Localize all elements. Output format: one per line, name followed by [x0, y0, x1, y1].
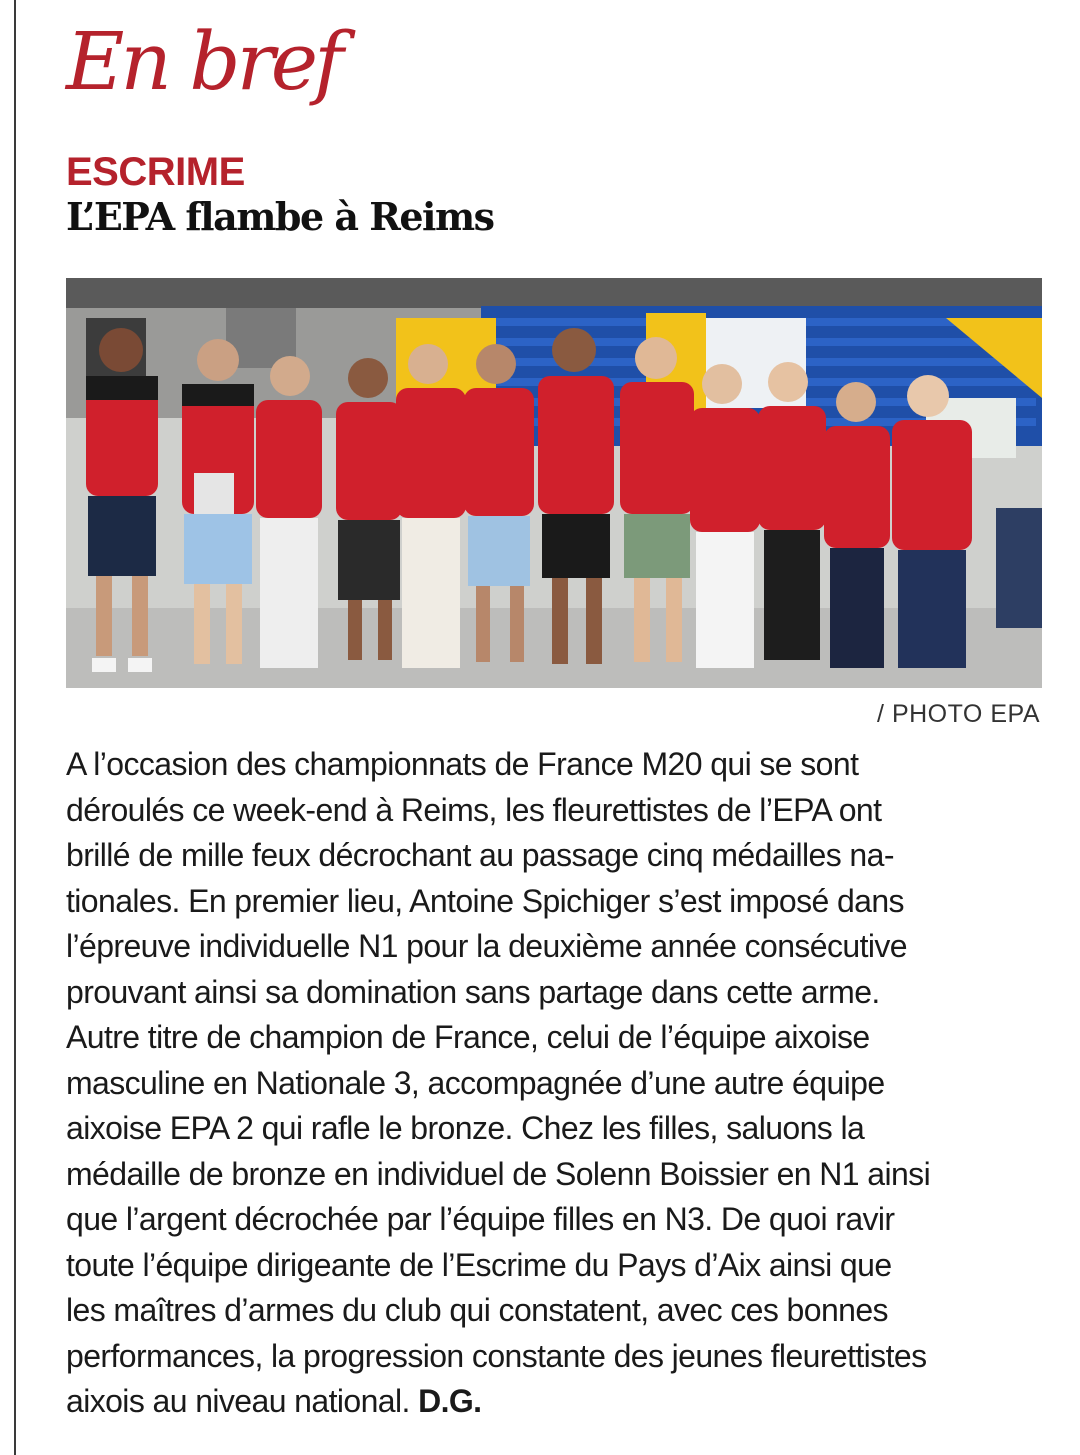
last-line-text: aixois au niveau national. [66, 1383, 410, 1419]
body-line: performances, la progression constante des jeunes fleurettistes [66, 1337, 927, 1374]
author-signature: D.G. [418, 1383, 482, 1419]
body-line: prouvant ainsi sa domination sans partage dans cette arme. [66, 973, 880, 1010]
body-line: médaille de bronze en individuel de Solenn Boissier en N1 ainsi [66, 1155, 931, 1192]
body-line-last [66, 1379, 1046, 1425]
body-line: toute l’équipe dirigeante de l’Escrime du Pays d’Aix ainsi que [66, 1246, 892, 1283]
column-rule [14, 0, 16, 1455]
article-headline: L’EPA flambe à Reims [66, 194, 494, 239]
article-kicker: ESCRIME [66, 150, 245, 194]
body-line: l’épreuve individuelle N1 pour la deuxième année consécutive [66, 928, 908, 964]
photo-credit: / PHOTO EPA [877, 700, 1040, 728]
body-line: brillé de mille feux décrochant au passage cinq médailles na- [66, 837, 894, 873]
body-line: A l’occasion des championnats de France M20 qui se sont [66, 746, 859, 782]
body-line: aixoise EPA 2 qui rafle le bronze. Chez les filles, saluons la [66, 1110, 865, 1146]
article-body [66, 742, 1046, 1425]
body-line: que l’argent décrochée par l’équipe filles en N3. De quoi ravir [66, 1201, 895, 1237]
body-line: masculine en Nationale 3, accompagnée d’une autre équipe [66, 1064, 885, 1101]
body-line: déroulés ce week-end à Reims, les fleurettistes de l’EPA ont [66, 791, 882, 828]
section-rubric: En bref [66, 15, 340, 108]
body-line: Autre titre de champion de France, celui de l’équipe aixoise [66, 1019, 870, 1055]
body-line: tionales. En premier lieu, Antoine Spichiger s’est imposé dans [66, 882, 904, 919]
team-photo-illustration [66, 278, 1042, 688]
body-line: les maîtres d’armes du club qui constatent, avec ces bonnes [66, 1292, 888, 1328]
team-photo [66, 278, 1042, 688]
